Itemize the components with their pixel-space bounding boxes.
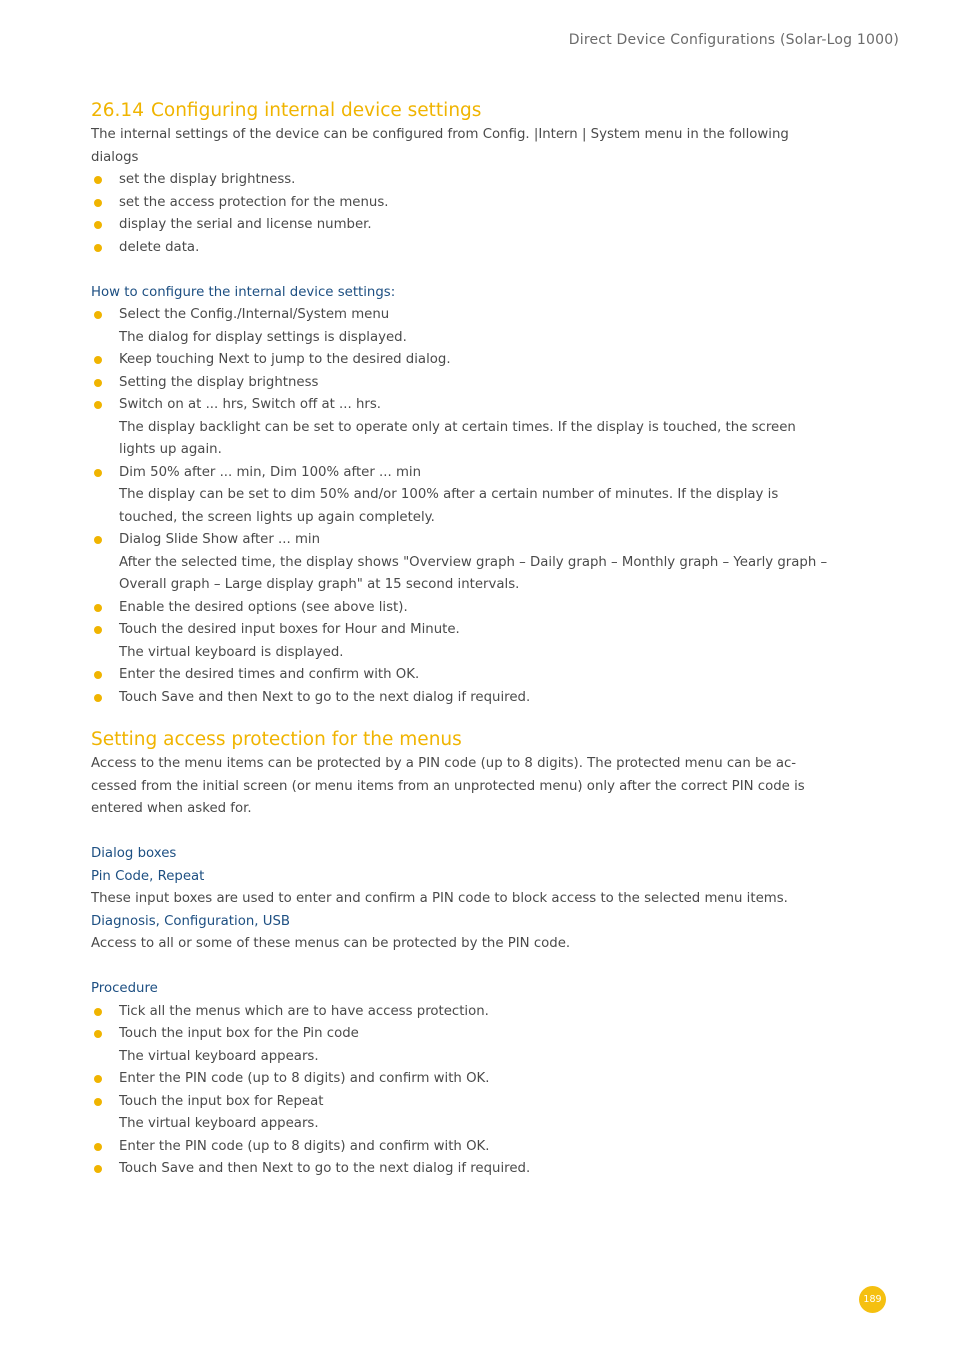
step-note: The virtual keyboard appears. [119,1116,319,1131]
list-item: Touch Save and then Next to go to the next dialog if required. [91,687,831,710]
list-item: Setting the display brightness [91,372,831,395]
page-number-badge: 189 [859,1286,886,1313]
howto-steps [91,304,831,709]
page-content [91,98,831,1181]
list-item: Keep touching Next to jump to the desired dialog. [91,349,831,372]
diagnosis-text: Access to all or some of these menus can be protected by the PIN code. [91,936,571,951]
step-note: The virtual keyboard appears. [119,1048,319,1064]
section-number: 26.14 [91,100,144,121]
list-item: Enter the desired times and confirm with OK. [91,664,831,687]
bullet-icon [94,379,102,387]
bullet-icon [94,221,102,229]
list-item: Touch Save and then Next to go to the next dialog if required. [91,1158,831,1181]
dialog-boxes-heading: Dialog boxes [91,846,177,861]
list-item: Switch on at ... hrs, Switch off at ... hrs. [91,394,831,417]
list-item: Tick all the menus which are to have access protection. [91,1001,831,1024]
access-intro: Access to the menu items can be protected by a PIN code (up to 8 digits). The protected menu can be ac- cessed from the initial screen (or menu items from an unprotected menu) only after the correct PIN code is entered when asked for. [91,756,805,816]
step-note: The virtual keyboard is displayed. [119,644,344,660]
step-note: The display can be set to dim 50% and/or 100% after a certain number of minutes. If the display is touched, the screen lights up again completely. [119,487,779,525]
bullet-icon [94,604,102,612]
bullet-icon [94,626,102,634]
procedure-steps [91,1001,831,1181]
bullet-icon [94,1143,102,1151]
pin-code-text: These input boxes are used to enter and confirm a PIN code to block access to the selected menu items. [91,891,788,906]
bullet-icon [94,536,102,544]
list-item: Dim 50% after ... min, Dim 100% after ... min [91,462,831,485]
bullet-icon [94,311,102,319]
list-item: Touch the input box for Repeat [91,1091,831,1114]
list-item: Enable the desired options (see above list). [91,597,831,620]
list-item: display the serial and license number. [91,214,831,237]
list-item: Select the Config./Internal/System menu [91,304,831,327]
bullet-icon [94,1075,102,1083]
bullet-icon [94,199,102,207]
list-item: set the access protection for the menus. [91,192,831,215]
bullet-icon [94,401,102,409]
section-intro: The internal settings of the device can be configured from Config. |Intern | System menu in the following dialogs [91,127,789,165]
list-item: Dialog Slide Show after ... min [91,529,831,552]
bullet-icon [94,1008,102,1016]
howto-heading: How to configure the internal device settings: [91,284,396,300]
procedure-heading: Procedure [91,981,158,996]
step-note: The dialog for display settings is displayed. [119,329,407,345]
section-title: Configuring internal device settings [150,100,482,121]
bullet-icon [94,244,102,252]
diagnosis-heading: Diagnosis, Configuration, USB [91,913,291,929]
section-heading-internal-settings [91,98,831,124]
list-item: Touch the desired input boxes for Hour and Minute. [91,619,831,642]
bullet-icon [94,469,102,477]
bullet-icon [94,694,102,702]
pin-code-heading: Pin Code, Repeat [91,868,205,884]
bullet-icon [94,1030,102,1038]
list-item: delete data. [91,237,831,260]
running-header: Direct Device Configurations (Solar-Log 1000) [568,32,899,48]
settings-list [91,169,831,259]
bullet-icon [94,1098,102,1106]
bullet-icon [94,671,102,679]
list-item: Enter the PIN code (up to 8 digits) and confirm with OK. [91,1136,831,1159]
list-item: Touch the input box for the Pin code [91,1023,831,1046]
step-note: The display backlight can be set to operate only at certain times. If the display is touched, the screen lights up again. [119,419,796,457]
bullet-icon [94,1165,102,1173]
section-heading-access-protection: Setting access protection for the menus [91,729,462,750]
list-item: Enter the PIN code (up to 8 digits) and confirm with OK. [91,1068,831,1091]
bullet-icon [94,356,102,364]
step-note: After the selected time, the display shows "Overview graph – Daily graph – Monthly graph – Yearly graph – Overall graph – Large display graph" at 15 second intervals. [119,554,828,592]
list-item: set the display brightness. [91,169,831,192]
bullet-icon [94,176,102,184]
